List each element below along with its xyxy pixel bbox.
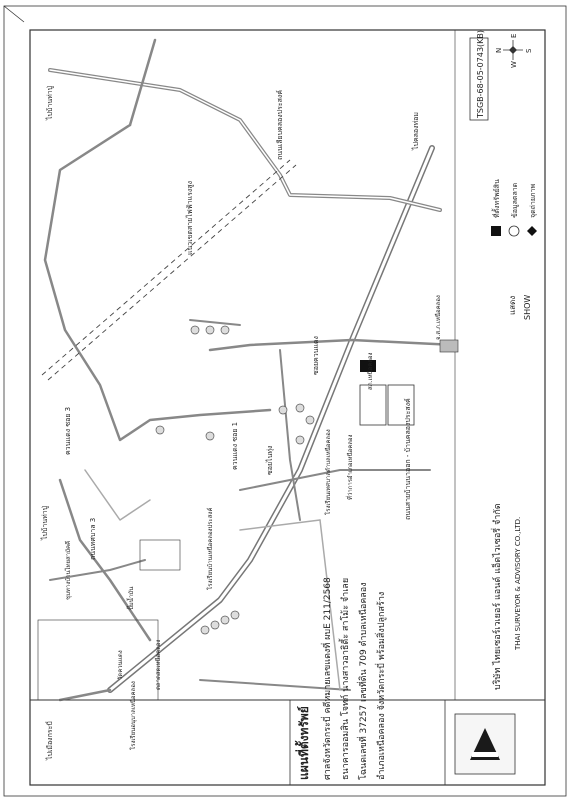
property-icon xyxy=(491,226,501,236)
legend-header-th: แสดง xyxy=(508,295,517,315)
label-temple: วัดควนเเดง xyxy=(117,650,124,680)
label-highway-3: ถนนทศบาล 3 xyxy=(89,517,97,560)
corner-mark xyxy=(4,6,24,22)
label-road-ban-nua: ถนนสายบ้านนาออก - บ้านคลองประสงค์ xyxy=(404,398,412,520)
label-school-1: โรงเรียนบ้านเหนือคลองประสงค์ xyxy=(207,507,214,590)
road-west-loop xyxy=(45,125,270,440)
legend-header-en: SHOW xyxy=(523,294,532,320)
label-police: สภ.เหนือคลอง xyxy=(367,352,374,390)
label-gas-station: ปั๊มน้ำมัน xyxy=(128,586,135,610)
compass xyxy=(495,34,533,68)
label-to-ban-tha-pu-left: ไปบ้านท่าปู่ xyxy=(41,505,49,540)
label-soi-1: ควนเเดง ซอย 1 xyxy=(231,421,239,470)
label-junction: ชุมทางบ้านไทยสามัคคี xyxy=(65,540,72,600)
compass-s: S xyxy=(525,48,533,53)
map-title: แผนที่ตั้งทรัพย์ xyxy=(297,706,311,780)
power-line xyxy=(42,160,296,380)
compass-n: N xyxy=(495,47,503,53)
case-line-4: อำเภอเหนือคลอง จังหวัดกระบี่ พร้อมสิ่งปลูกสร้าง xyxy=(377,591,387,780)
market-data-icon xyxy=(509,226,519,236)
case-line-2: ธนาคารออมสิน โจทก์ นางสาวอาธิดี้ะ สาโม้ะ จำเลย xyxy=(341,577,351,780)
property-area xyxy=(38,340,458,700)
road-ban-na-ok xyxy=(210,340,455,350)
compass-e: E xyxy=(510,33,518,38)
label-school-2: โรงเรียนเทศบาลตำบลเหนือคลอง xyxy=(325,429,332,515)
title-block xyxy=(294,577,387,780)
label-to-ban-tha-pu-top: ไปบ้านท่าปู่ xyxy=(46,85,54,120)
document-code-box xyxy=(470,30,488,120)
company-info xyxy=(490,503,522,690)
legend-item-2: ข้อมูลตลาด xyxy=(511,182,519,218)
legend-item-3: จุดถ่ายภาพ xyxy=(529,183,537,218)
label-to-khlong-thom: ไปคลองท่อม xyxy=(412,112,420,150)
label-soi-nai-thung: ซอยไนทุ่ง xyxy=(266,445,274,475)
roads xyxy=(45,40,455,700)
label-police-box: จ.ส.ภ.เหนือคลอง xyxy=(435,295,442,340)
label-road-khlong-prasong: ถนนเลียบคลองประสงค์ xyxy=(276,90,284,160)
photo-point-icon xyxy=(527,226,537,236)
label-market: ตลาดสดเหนือคลอง xyxy=(155,639,162,690)
case-line-1: ศาลจังหวัดกระบี่ คดีหมายเลขแดงที่ ผบE 211/2568 xyxy=(323,577,333,780)
case-line-3: โฉนดเลขที่ 37257 เลขที่ดิน 709 ตำบลเหนือคลอง xyxy=(359,582,369,780)
legend xyxy=(490,179,537,320)
label-to-krabi: ไปเมืองกระบี่ xyxy=(46,721,54,760)
label-power-line: แนวเขตสายไฟฟ้าแรงสูง xyxy=(186,181,194,255)
label-soi-kuan-daeng: ซอยควนแดง xyxy=(312,336,320,375)
compass-w: W xyxy=(510,61,518,68)
label-soi-3: ควนเเดง ซอย 3 xyxy=(64,406,72,455)
legend-item-1: ที่ตั้งทรัพย์สิน xyxy=(493,179,501,218)
label-school-3: โรงเรียนอนุบาลเหนือคลอง xyxy=(130,681,137,750)
label-district-office: ที่ว่าการอำเภอเหนือคลอง xyxy=(347,434,354,500)
document-code: TSGB-68-05-0743(KB) xyxy=(476,29,485,118)
company-name-en: THAI SURVEYOR & ADVISORY CO.,LTD. xyxy=(514,516,522,650)
company-name-th: บริษัท ไทยเซอร์เวเยอร์ แอนด์ แอ็ดไวเซอรี่ จำกัด xyxy=(493,503,503,690)
